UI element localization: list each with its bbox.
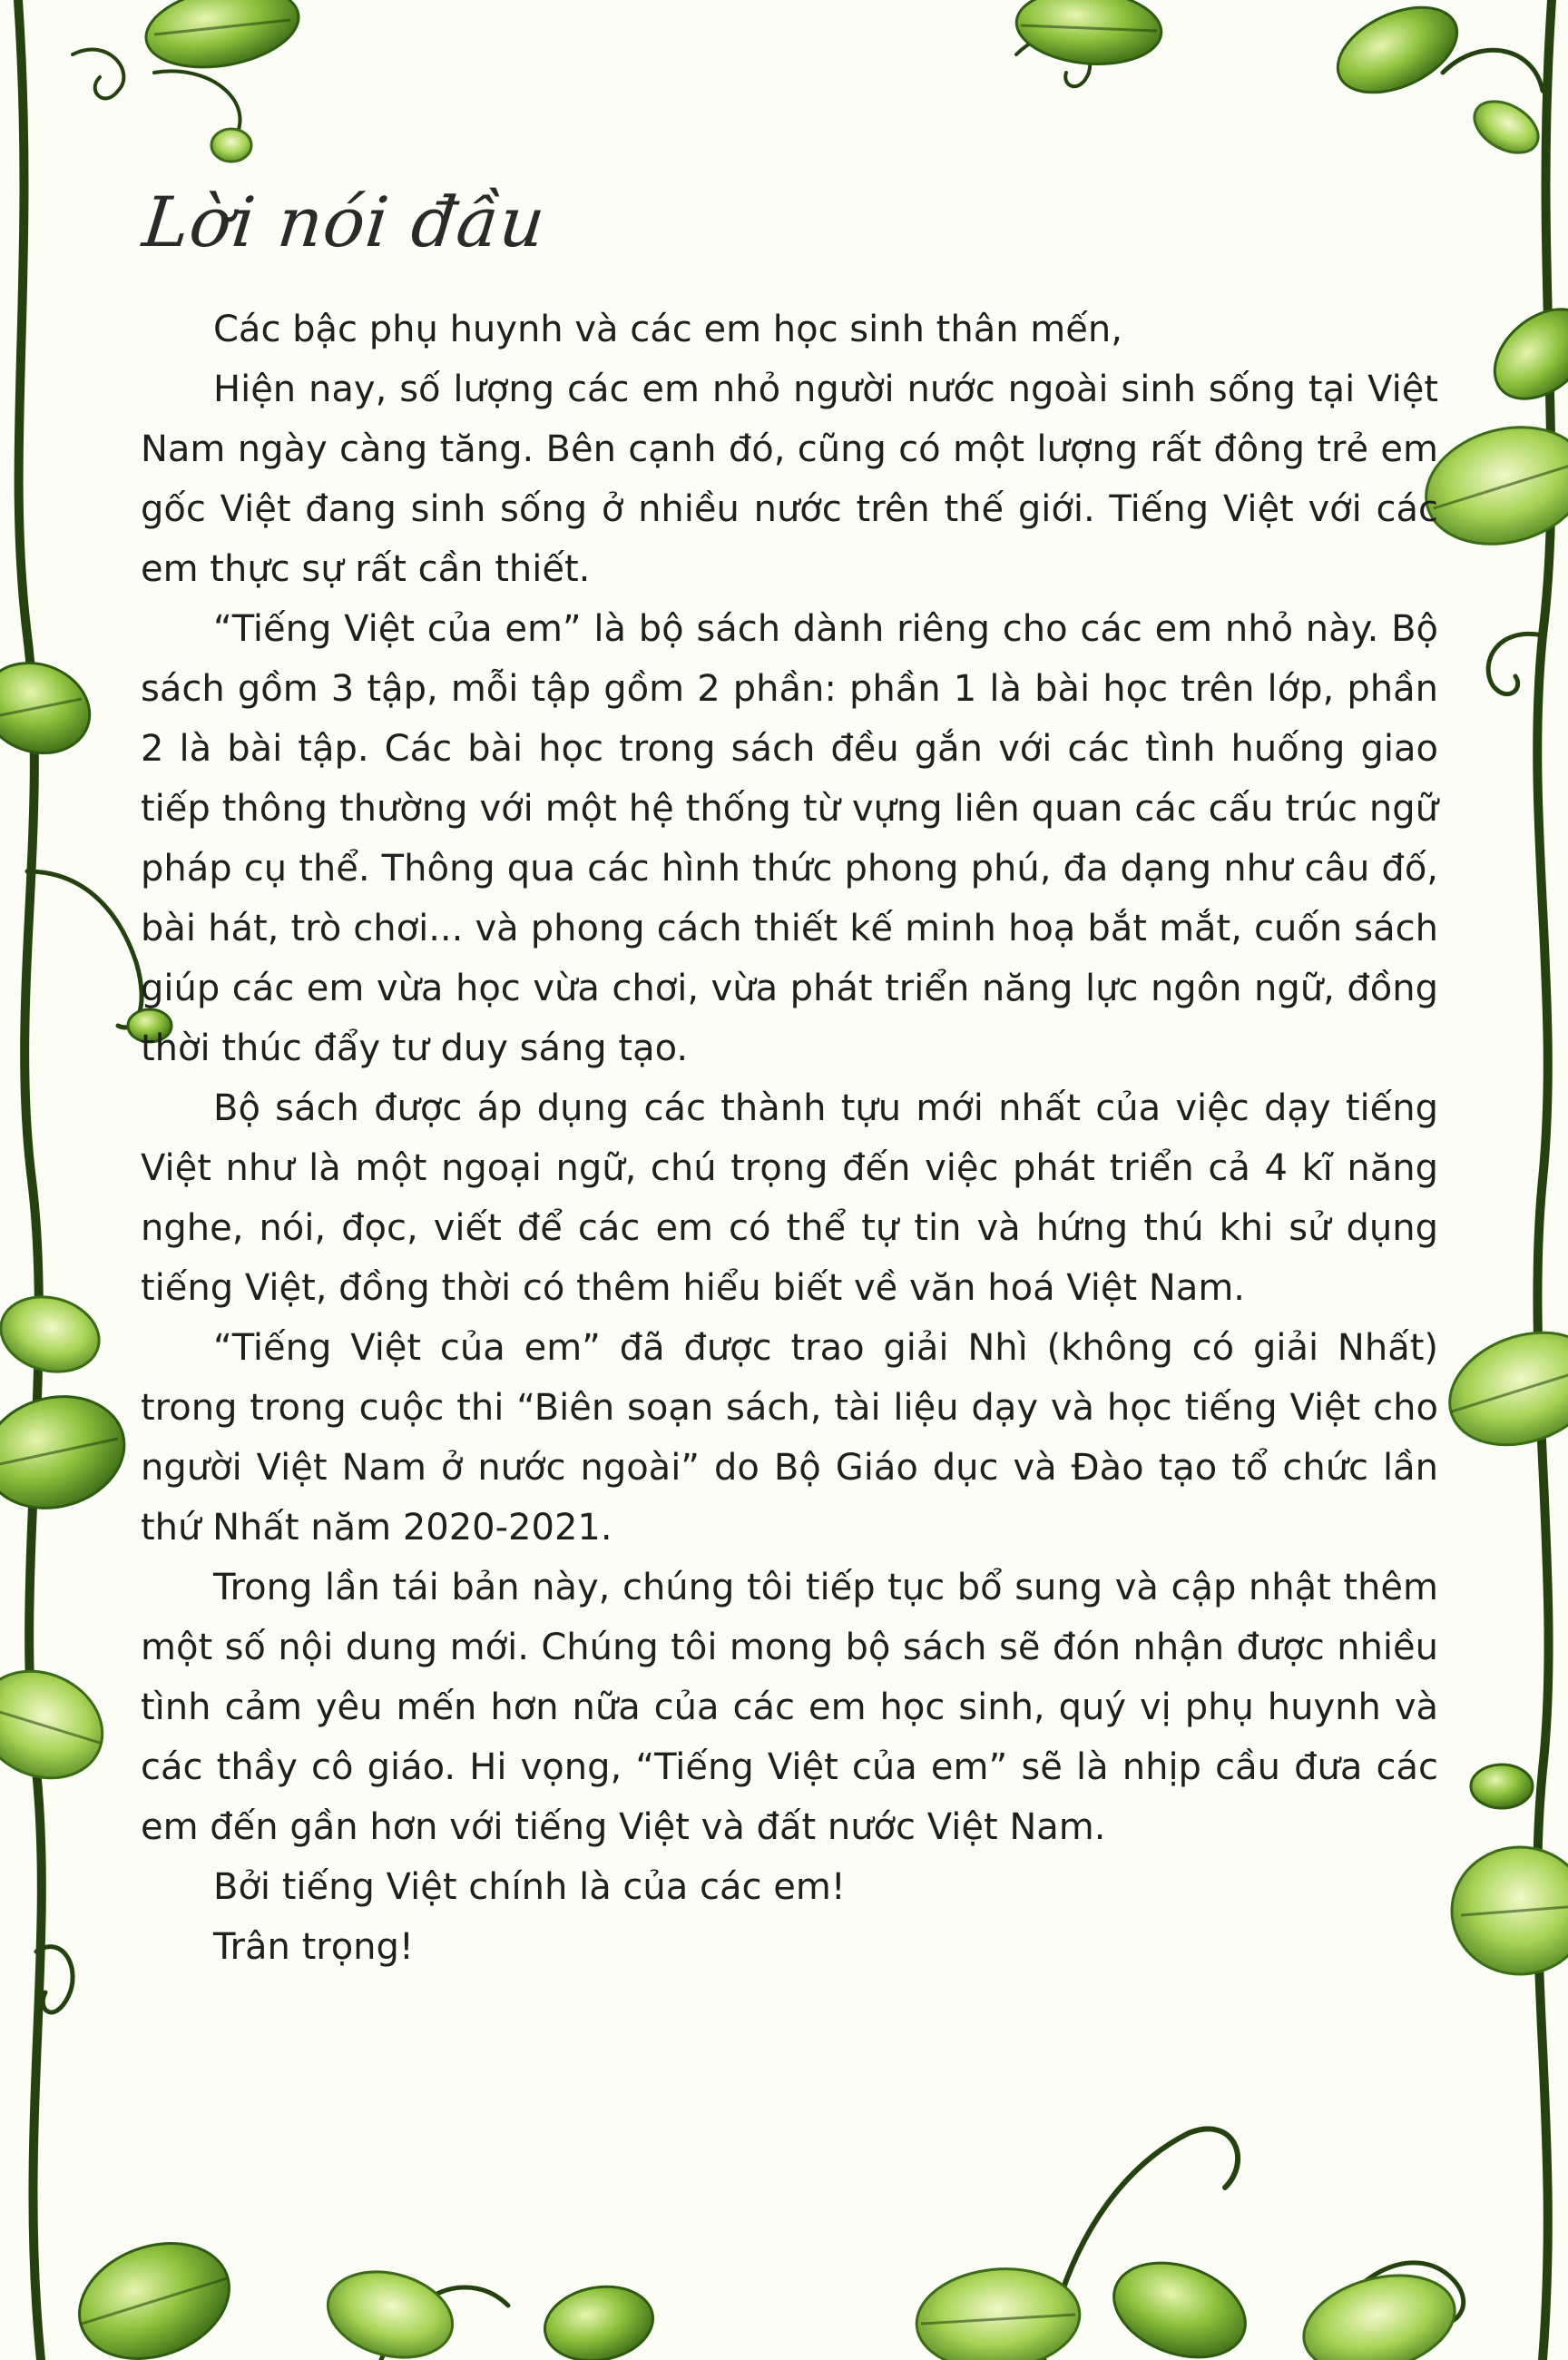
paragraph: Bộ sách được áp dụng các thành tựu mới nhất của việc dạy tiếng Việt như là một ngoại ngữ, chú trọng đến việc phát triển cả 4 kĩ năng nghe, nói, đọc, viết để các em có thể tự tin và hứng thú khi sử dụng tiếng Việt, đồng thời có thêm hiểu biết về văn hoá Việt Nam. [141, 1087, 1438, 1309]
preface-body [141, 300, 1438, 1977]
paragraph: Trong lần tái bản này, chúng tôi tiếp tục bổ sung và cập nhật thêm một số nội dung mới. Chúng tôi mong bộ sách sẽ đón nhận được nhiều tình cảm yêu mến hơn nữa của các em học sinh, quý vị phụ huynh và các thầy cô giáo. Hi vọng, “Tiếng Việt của em” sẽ là nhịp cầu đưa các em đến gần hơn với tiếng Việt và đất nước Việt Nam. [141, 1567, 1438, 1848]
paragraph: “Tiếng Việt của em” đã được trao giải Nhì (không có giải Nhất) trong trong cuộc thi “Biên soạn sách, tài liệu dạy và học tiếng Việt cho người Việt Nam ở nước ngoài” do Bộ Giáo dục và Đào tạo tổ chức lần thứ Nhất năm 2020-2021. [141, 1327, 1438, 1549]
salutation: Các bậc phụ huynh và các em học sinh thân mến, [213, 309, 1122, 350]
closing-line: Bởi tiếng Việt chính là của các em! [213, 1866, 846, 1908]
page-title: Lời nói đầu [139, 182, 550, 262]
paragraph: Hiện nay, số lượng các em nhỏ người nước ngoài sinh sống tại Việt Nam ngày càng tăng. Bên cạnh đó, cũng có một lượng rất đông trẻ em gốc Việt đang sinh sống ở nhiều nước trên thế giới. Tiếng Việt với các em thực sự rất cần thiết. [141, 369, 1438, 590]
sign-off: Trân trọng! [213, 1926, 414, 1968]
paragraph: “Tiếng Việt của em” là bộ sách dành riêng cho các em nhỏ này. Bộ sách gồm 3 tập, mỗi tập gồm 2 phần: phần 1 là bài học trên lớp, phần 2 là bài tập. Các bài học trong sách đều gắn với các tình huống giao tiếp thông thường với một hệ thống từ vựng liên quan các cấu trúc ngữ pháp cụ thể. Thông qua các hình thức phong phú, đa dạng như câu đố, bài hát, trò chơi... và phong cách thiết kế minh hoạ bắt mắt, cuốn sách giúp các em vừa học vừa chơi, vừa phát triển năng lực ngôn ngữ, đồng thời thúc đẩy tư duy sáng tạo. [141, 608, 1438, 1069]
